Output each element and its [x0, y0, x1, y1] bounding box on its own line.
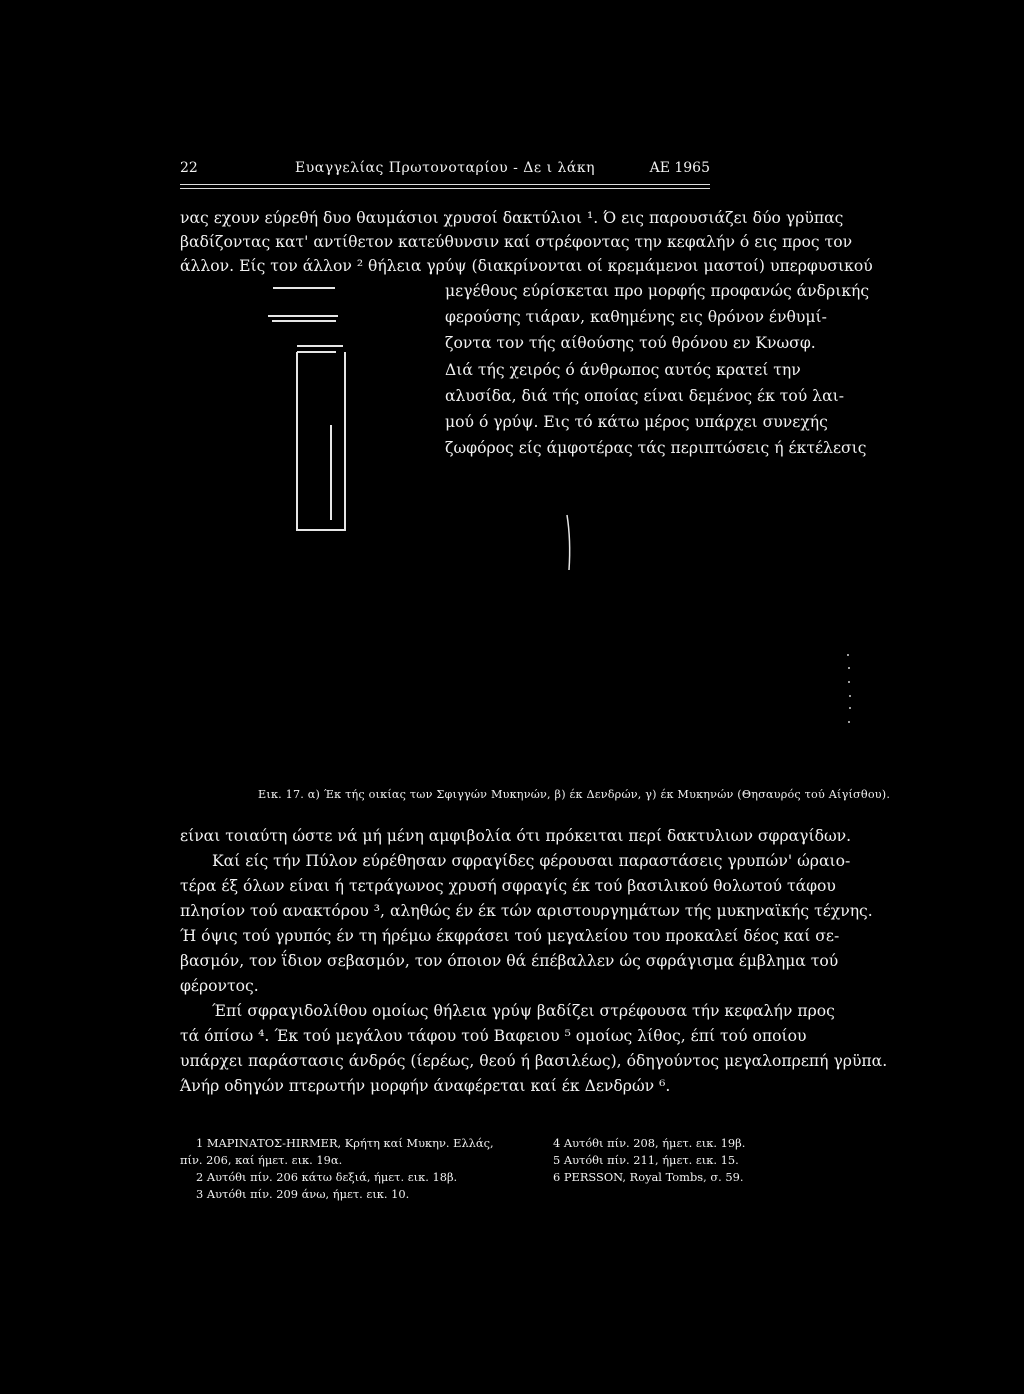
body-line: νας εχουν εύρεθή δυο θαυμάσιοι χρυσοί δακτύλιοι ¹. Ό εις παρουσιάζει δύο γρϋπας	[180, 209, 844, 227]
body-line: άλλον. Είς τον άλλον ² θήλεια γρύψ (διακρίνονται οί κρεμάμενοι μαστοί) υπερφυσικού	[180, 257, 873, 275]
footnote: 1 ΜΑΡΙΝΑΤΟΣ-HIRMER, Κρήτη καί Μυκην. Ελλάς,	[196, 1136, 494, 1150]
figure-dot	[849, 695, 851, 697]
body-line: αλυσίδα, διά τής οποίας είναι δεμένος έκ τού λαι-	[445, 387, 845, 405]
page-number: 22	[180, 160, 198, 176]
footnote: 5 Αυτόθι πίν. 211, ήμετ. εικ. 15.	[553, 1153, 739, 1167]
body-line: είναι τοιαύτη ώστε νά μή μένη αμφιβολία ότι πρόκειται περί δακτυλιων σφραγίδων.	[180, 827, 852, 845]
body-line: βαδίζοντας κατ' αντίθετον κατεύθυνσιν καί στρέφοντας την κεφαλήν ό εις προς τον	[180, 233, 853, 251]
body-line: ζωφόρος είς άμφοτέρας τάς περιπτώσεις ή έκτέλεσις	[445, 439, 867, 457]
footnote: 4 Αυτόθι πίν. 208, ήμετ. εικ. 19β.	[553, 1136, 746, 1150]
footnote: 6 PERSSON, Royal Tombs, σ. 59.	[553, 1170, 744, 1184]
figure-dot	[848, 721, 850, 723]
body-line: Καί είς τήν Πύλον εύρέθησαν σφραγίδες φέρουσαι παραστάσεις γρυπών' ώραιο-	[212, 852, 851, 870]
body-line: μού ό γρύψ. Εις τό κάτω μέρος υπάρχει συνεχής	[445, 413, 828, 431]
figure-dot	[848, 667, 850, 669]
body-line: Έπί σφραγιδολίθου ομοίως θήλεια γρύψ βαδίζει στρέφουσα τήν κεφαλήν προς	[212, 1002, 835, 1020]
body-line: φέροντος.	[180, 977, 259, 995]
body-line: Διά τής χειρός ό άνθρωπος αυτός κρατεί την	[445, 361, 801, 379]
body-line: υπάρχει παράστασις άνδρός (ίερέως, θεού ή βασιλέως), όδηγούντος μεγαλοπρεπή γρϋπα.	[180, 1052, 888, 1070]
figure-dot	[848, 681, 850, 683]
footnote: 2 Αυτόθι πίν. 206 κάτω δεξιά, ήμετ. εικ. 18β.	[196, 1170, 458, 1184]
figure-curve	[567, 515, 570, 570]
body-line: ζοντα τον τής αίθούσης τού θρόνου εν Κνωσφ.	[445, 334, 816, 352]
body-line: πλησίον τού ανακτόρου ³, αληθώς έν έκ τών αριστουργημάτων τής μυκηναϊκής τέχνης.	[180, 902, 873, 920]
body-line: φερούσης τιάραν, καθημένης εις θρόνον ένθυμί-	[445, 308, 827, 326]
figure-caption: Εικ. 17. α) Έκ τής οικίας των Σφιγγών Μυκηνών, β) έκ Δενδρών, γ) έκ Μυκηνών (Θησαυρός τού Αίγίσθου).	[258, 788, 891, 801]
figure-dot	[849, 707, 851, 709]
body-line: τά όπίσω ⁴. Έκ τού μεγάλου τάφου τού Βαφειου ⁵ ομοίως λίθος, έπί τού οποίου	[180, 1027, 807, 1045]
figure-dot	[847, 654, 849, 656]
journal-reference: ΑΕ 1965	[649, 160, 710, 176]
running-title: Ευαγγελίας Πρωτονοταρίου - Δε ι λάκη	[295, 160, 595, 176]
body-line: Άνήρ οδηγών πτερωτήν μορφήν άναφέρεται καί έκ Δενδρών ⁶.	[180, 1077, 671, 1095]
body-line: βασμόν, τον ΐδιον σεβασμόν, τον όποιον θά έπέβαλλεν ώς σφράγισμα έμβλημα τού	[180, 952, 839, 970]
footnote: 3 Αυτόθι πίν. 209 άνω, ήμετ. εικ. 10.	[196, 1187, 410, 1201]
body-line: τέρα έξ όλων είναι ή τετράγωνος χρυσή σφραγίς έκ τού βασιλικού θολωτού τάφου	[180, 877, 836, 895]
body-line: Ή όψις τού γρυπός έν τη ήρέμω έκφράσει τού μεγαλείου του προκαλεί δέος καί σε-	[180, 927, 840, 945]
figure-column-outline	[297, 352, 345, 530]
body-line: μεγέθους εύρίσκεται προ μορφής προφανώς άνδρικής	[445, 282, 870, 300]
footnote: πίν. 206, καί ήμετ. εικ. 19α.	[180, 1153, 343, 1167]
